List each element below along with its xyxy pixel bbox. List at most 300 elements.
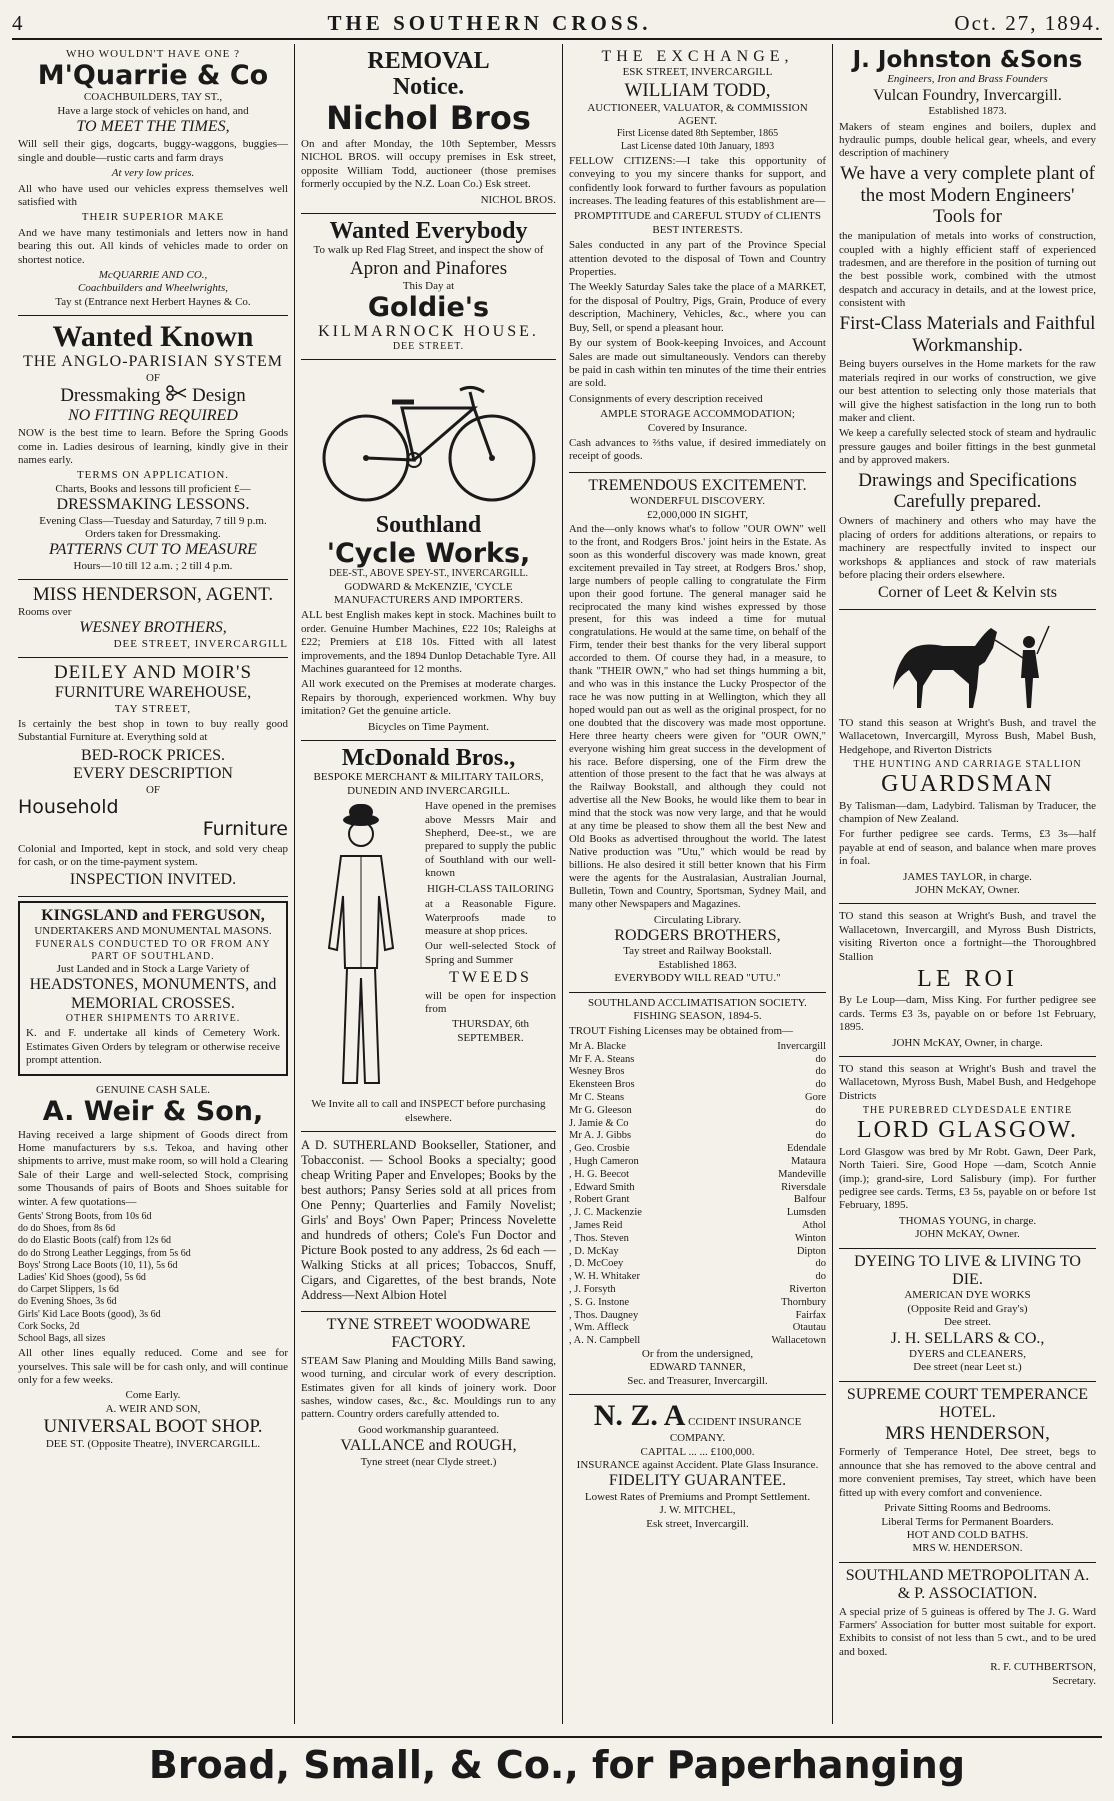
ad-text: Or from the undersigned, xyxy=(641,1347,754,1360)
table-row xyxy=(569,1092,826,1105)
ad-headline: Southland xyxy=(375,512,482,539)
table-row xyxy=(569,1297,826,1310)
agent-name: Ekensteen Bros xyxy=(569,1079,635,1091)
agent-name: Mr A. J. Gibbs xyxy=(569,1130,632,1142)
ad-feature: BED-ROCK PRICES. xyxy=(80,746,226,764)
ad-subhead: Notice. xyxy=(392,74,465,101)
ad-metropolitan-association xyxy=(839,1563,1096,1694)
ad-feature: DRESSMAKING LESSONS. xyxy=(56,496,250,514)
list-item: Cork Socks, 2d xyxy=(18,1320,80,1332)
ad-mquarrie xyxy=(18,44,288,316)
ad-subhead: FURNITURE WAREHOUSE, xyxy=(54,684,252,702)
ad-text: OF xyxy=(145,371,161,384)
ad-headline: LORD GLASGOW. xyxy=(856,1117,1079,1144)
ad-text: TO stand this season at Wright's Bush, and travel the Wallacetown, Invercargill, Myross Bush, Mabel Bush, Hedgehope, and Riverton Districts xyxy=(839,716,1096,756)
ad-text: DYERS and CLEANERS, xyxy=(908,1348,1027,1361)
ad-signature: JAMES TAYLOR, in charge. xyxy=(903,870,1032,883)
ad-headline: REMOVAL xyxy=(367,48,490,74)
agent-location: do xyxy=(815,1053,826,1065)
ad-text: A D. SUTHERLAND Bookseller, Stationer, and Tobacconist. — School Books a specialty; good cheap Writing Paper and Envelopes; Books by the best authors; Pansy Series sold at all prices from One Penny; Quarterlies and Family Novelist; Girls' and Boys' Own Paper; Princess Novelette and hundreds of others; Cole's Fun Doctor and Picture Book posted to any address, 2s 6d each —Walking Sticks at all prices; Tobaccos, Snuff, Cigars, and Cigarettes, of the best brands, Note Address—Next Albion Hotel xyxy=(301,1138,556,1303)
table-row xyxy=(569,1194,826,1207)
ad-text: All work executed on the Premises at moderate charges. Repairs by thorough, experienced workmen. Why buy imitation? Get the genuine article. xyxy=(301,678,556,718)
ad-feature: THEIR SUPERIOR MAKE xyxy=(81,211,225,224)
agent-name: , D. McCoey xyxy=(569,1258,624,1270)
list-item: Girls' Kid Lace Boots (good), 3s 6d xyxy=(18,1308,161,1320)
ad-signature: MRS W. HENDERSON. xyxy=(912,1542,1023,1555)
ad-firm: WESNEY BROTHERS, xyxy=(79,619,227,637)
table-row xyxy=(569,1258,826,1271)
ad-text: Makers of steam engines and boilers, duplex and hydraulic pumps, double helical gear, wheels, and every description of machinery xyxy=(839,120,1096,160)
agent-location: Fairfax xyxy=(795,1309,826,1321)
page-columns xyxy=(12,44,1102,1724)
agent-name: Mr G. Gleeson xyxy=(569,1104,632,1116)
ad-text: Formerly of Temperance Hotel, Dee street, begs to announce that she has removed to the above central and more convenient premises, Tay street, which have been fitted up with every comfort and convenience. xyxy=(839,1446,1096,1499)
horse-and-groom-icon xyxy=(883,618,1053,713)
ad-text: ALL best English makes kept in stock. Machines built to order. Genuine Humber Machines, £22 10s; Raleighs at £22; Premiers at £18 10s. Fitted with all latest improvements, and the 1894 Dunlop Detachable Tyre. All Machines guaranteed for 12 months. xyxy=(301,609,556,676)
ad-text: Rooms over xyxy=(18,606,72,619)
footer-advertisement: Broad, Small, & Co., for Paperhanging xyxy=(12,1736,1102,1788)
list-item: do do Shoes, from 8s 6d xyxy=(18,1223,116,1235)
ad-headline: LE ROI xyxy=(917,966,1018,992)
ad-headline: KINGSLAND and FERGUSON, xyxy=(41,906,265,924)
ad-headline: SOUTHLAND METROPOLITAN A. & P. ASSOCIATION. xyxy=(845,1566,1090,1603)
bicycle-icon xyxy=(314,368,544,508)
ad-text: TO stand this season at Wright's Bush and travel the Wallacetown, Myross Bush, Mabel Bush, and Hedgehope Districts xyxy=(839,1063,1096,1102)
table-row xyxy=(569,1079,826,1092)
agent-location: Mandeville xyxy=(778,1168,826,1180)
ad-subhead: THE ANGLO-PARISIAN SYSTEM xyxy=(23,353,283,371)
ad-signature: R. F. CUTHBERTSON, xyxy=(990,1661,1096,1674)
ad-feature: AMPLE STORAGE ACCOMMODATION; xyxy=(600,408,795,421)
agent-name: , Geo. Crosbie xyxy=(569,1143,630,1155)
ad-wanted-everybody xyxy=(301,214,556,360)
list-item: Gents' Strong Boots, from 10s 6d xyxy=(18,1211,152,1223)
agent-location: Thornbury xyxy=(781,1296,826,1308)
ad-lead: GENUINE CASH SALE. xyxy=(96,1083,210,1096)
ad-firm: MRS HENDERSON, xyxy=(885,1422,1050,1444)
ad-kingsland-ferguson xyxy=(18,901,288,1076)
ad-american-dye-works xyxy=(839,1249,1096,1382)
ad-headline: A. Weir & Son, xyxy=(42,1095,264,1127)
ad-text: Owners of machinery and others who may have the placing of orders for additions alterations, or repairs to machinery are respectfully invited to inspect our workshops & appliances and stock of raw materials before placing their orders elsewhere. xyxy=(839,515,1096,581)
agent-name: , James Reid xyxy=(569,1220,623,1232)
ad-text: NOW is the best time to learn. Before the Spring Goods come in. Ladies desirous of learning, kindly give in their names early. xyxy=(18,427,288,467)
agent-location: do xyxy=(815,1271,826,1283)
ad-text: will be open for inspection from xyxy=(425,989,556,1015)
ad-firm: VALLANCE and ROUGH, xyxy=(340,1437,517,1455)
ad-cycle-works xyxy=(301,360,556,741)
ad-text: at a Reasonable Figure. Waterproofs made to measure at shop prices. xyxy=(425,898,556,937)
ad-feature: PATTERNS CUT TO MEASURE xyxy=(49,541,257,559)
agent-name: , Wm. Affleck xyxy=(569,1322,629,1334)
table-row xyxy=(569,1143,826,1156)
ad-weir-son xyxy=(18,1080,288,1458)
table-row xyxy=(569,1156,826,1169)
ad-firm: A. WEIR AND SON, xyxy=(105,1402,201,1415)
ad-feature: Design xyxy=(191,384,246,406)
ad-subhead: Engineers, Iron and Brass Founders xyxy=(887,73,1048,86)
ad-text: TO stand this season at Wright's Bush, and travel the Wallacetown, Invercargill, and Myross Bush Districts, visiting Riverton once a fortnight—the Thoroughbred Stallion xyxy=(839,910,1096,963)
table-row xyxy=(569,1271,826,1284)
ad-text: At very low prices. xyxy=(111,167,195,180)
ad-deiley-moir xyxy=(18,658,288,897)
ad-text: And we have many testimonials and letters now in hand bearing this out. All kinds of vehicles made to order on shortest notice. xyxy=(18,226,288,266)
ad-feature: HEADSTONES, MONUMENTS, and MEMORIAL CROSSES. xyxy=(29,976,277,1012)
ad-headline: GUARDSMAN xyxy=(881,771,1054,798)
agent-name: , S. G. Instone xyxy=(569,1296,630,1308)
agent-location: Wallacetown xyxy=(771,1335,826,1347)
newspaper-title: THE SOUTHERN CROSS. xyxy=(327,10,652,35)
ad-address: Tay street and Railway Bookstall. xyxy=(623,945,772,958)
ad-text: Charts, Books and lessons till proficient £— xyxy=(55,482,251,495)
ad-subhead: £2,000,000 IN SIGHT, xyxy=(647,508,748,521)
tailored-gentleman-icon xyxy=(301,798,421,1098)
ad-text: This Day at xyxy=(402,279,455,292)
ad-text: SEPTEMBER. xyxy=(457,1031,524,1044)
ad-firm: WILLIAM TODD, xyxy=(624,79,771,101)
ad-text: Our well-selected Stock of Spring and Summer xyxy=(425,940,556,966)
agent-name: Mr C. Steans xyxy=(569,1092,625,1104)
ad-text: K. and F. undertake all kinds of Cemetery Work. Estimates Given Orders by telegram or otherwise receive prompt attention. xyxy=(26,1027,280,1067)
ad-headline: THE EXCHANGE, xyxy=(601,48,794,65)
agent-name: , Thos. Steven xyxy=(569,1232,629,1244)
agent-location: Riversdale xyxy=(781,1181,826,1193)
ad-text: Evening Class—Tuesday and Saturday, 7 till 9 p.m. xyxy=(39,514,267,527)
ad-feature: First-Class Materials and Faithful Workmanship. xyxy=(839,312,1096,356)
ad-subhead: BESPOKE MERCHANT & MILITARY TAILORS, DUNEDIN AND INVERCARGILL. xyxy=(313,771,544,797)
agent-location: do xyxy=(815,1066,826,1078)
ad-feature: UNIVERSAL BOOT SHOP. xyxy=(43,1416,263,1438)
ad-headline: DYEING TO LIVE & LIVING TO DIE. xyxy=(854,1252,1081,1289)
list-item: do Carpet Slippers, 1s 6d xyxy=(18,1284,119,1296)
ad-text: OTHER SHIPMENTS TO ARRIVE. xyxy=(65,1013,241,1025)
ad-text: Will sell their gigs, dogcarts, buggy-waggons, buggies—single and double—rustic carts and farm drays xyxy=(18,138,288,164)
ad-lead: WHO WOULDN'T HAVE ONE ? xyxy=(65,48,241,60)
ad-subhead: COACHBUILDERS, TAY ST., xyxy=(83,91,223,104)
ad-text: TROUT Fishing Licenses may be obtained from— xyxy=(569,1025,794,1038)
agent-location: Athol xyxy=(802,1220,826,1232)
ad-signature: THOMAS YOUNG, in charge. xyxy=(898,1214,1037,1227)
ad-feature: INSPECTION INVITED. xyxy=(69,871,237,889)
ad-text: We keep a carefully selected stock of steam and hydraulic pressure gauges and boiler fittings in the best gunmetal and by approved makers. xyxy=(839,427,1096,467)
ad-text: the manipulation of metals into works of construction, coupled with a highly efficient staff of experienced tradesmen, and are therefore in the position of turning out the best possible work, combined with the utmost despatch and accuracy in details, and at the lowest price, consistent with xyxy=(839,230,1096,310)
agent-location: do xyxy=(815,1258,826,1270)
ad-text: We Invite all to call and INSPECT before purchasing elsewhere. xyxy=(311,1098,546,1124)
ad-address: Dee street. xyxy=(943,1316,992,1329)
ad-headline: TYNE STREET WOODWARE FACTORY. xyxy=(326,1316,531,1352)
ad-text: By Talisman—dam, Ladybird. Talisman by Traducer, the champion of New Zealand. xyxy=(839,799,1096,825)
ad-feature: We have a very complete plant of the most Modern Engineers' Tools for xyxy=(840,162,1095,228)
ad-text: All other lines equally reduced. Come and see for yourselves. This sale will be for cash only, and will continue only for a few weeks. xyxy=(18,1347,288,1386)
ad-feature: NO FITTING REQUIRED xyxy=(68,406,238,424)
ad-feature: EVERY DESCRIPTION xyxy=(73,765,233,783)
agent-location: Winton xyxy=(794,1232,826,1244)
ad-text: Come Early. xyxy=(125,1389,181,1402)
agent-name: , Thos. Daugney xyxy=(569,1309,639,1321)
ad-address: DEE STREET. xyxy=(392,341,465,353)
ad-subhead: KILMARNOCK HOUSE. xyxy=(318,322,539,340)
ad-feature: Nichol Bros xyxy=(326,98,531,137)
ad-text: Cash advances to ⅔ths value, if desired immediately on receipt of goods. xyxy=(569,436,826,463)
ad-text: INSURANCE against Accident. Plate Glass Insurance. xyxy=(576,1459,819,1472)
ad-text: TERMS ON APPLICATION. xyxy=(76,469,230,482)
ad-feature: CAPITAL ... ... £100,000. xyxy=(640,1445,755,1458)
table-row xyxy=(569,1054,826,1067)
ad-wanted-known xyxy=(18,316,288,580)
ad-headline: MISS HENDERSON, xyxy=(32,584,202,606)
ad-feature: Dressmaking xyxy=(60,384,161,406)
ad-subhead: THE HUNTING AND CARRIAGE STALLION xyxy=(853,758,1082,770)
list-item: do do Elastic Boots (calf) from 12s 6d xyxy=(18,1235,172,1247)
ad-subhead: FISHING SEASON, 1894-5. xyxy=(633,1010,762,1023)
ad-headline: SOUTHLAND ACCLIMATISATION SOCIETY. xyxy=(588,996,807,1009)
ad-le-roi xyxy=(839,904,1096,1057)
ad-text: Bicycles on Time Payment. xyxy=(368,720,489,733)
ad-address: DEE-ST., ABOVE SPEY-ST., INVERCARGILL. xyxy=(328,568,529,580)
ad-text: Established 1863. xyxy=(658,958,737,971)
ad-text: To walk up Red Flag Street, and inspect the show of xyxy=(313,244,544,257)
ad-text: Being buyers ourselves in the Home markets for the raw materials reqired in our works of construction, we give our best attention to selecting only those materials that will give the highest satisfaction in the long run to both maker and client. xyxy=(839,358,1096,424)
table-row xyxy=(569,1246,826,1259)
ad-firm: Vulcan Foundry, Invercargill. xyxy=(873,86,1062,104)
ad-feature: PROMPTITUDE and CAREFUL STUDY of CLIENTS BEST INTERESTS. xyxy=(574,210,821,236)
ad-text: Circulating Library. xyxy=(653,913,742,926)
ad-tyne-street xyxy=(301,1312,556,1475)
ad-text: Last License dated 10th January, 1893 xyxy=(620,140,775,152)
ad-text: And the—only knows what's to follow "OUR OWN" well to the front, and Rodgers Bros.' joint heirs in the Estate. As soon as this wonderful discovery was made known, great excitement prevailed in Tay street, at Rodgers Bros.' shop, large numbers of people calling to congratulate the Firm upon their good fortune. The general manager said he reciprocated the many kind wishes expressed by those present, for this was indeed a time for mutual congratulations. He would at the same time, on behalf of the Firm, tender their best thanks for the very liberal support accorded to them. Of course they had, in a measure, to thank "THEIR OWN," who had set things humming a bit, and who was in this instance the Lucky Prospector of the race he was now putting in at Wellington, which they all hoped would pan out as well as the original prospect, for no one doubted that the discovery was made most opportune. Here three hearty cheers were given for "OUR OWN," everyone wishing him great success in the development of his race. Before dispersing, one of the Firm drew the attention of those present to the fact that he was always at the Railway Bookstall, and although they could not advertise all the New Books, he would like them to bear in mind that the stock was now very large, and that he would at any time be pleased to show them all the best New and Old Books as advertised throughout the world. The latest Native production was "Utu," which would be read by billions. He also desired it still better known that his Firm were the agents for the Australasian, Australian Journal, Bulletin, Town and Country, Sportsman, Sydney Mail, and many other Newspapers and Magazines. xyxy=(569,523,826,910)
ad-nz-accident-insurance xyxy=(569,1395,826,1537)
ad-address: Dee street (near Leet st.) xyxy=(913,1361,1022,1374)
ad-signature: JOHN McKAY, Owner. xyxy=(915,883,1020,896)
ad-signature: EDWARD TANNER, xyxy=(649,1361,746,1374)
ad-text: OF xyxy=(145,783,161,796)
ad-text: FELLOW CITIZENS:—I take this opportunity of conveying to you my sincere thanks for support, and confidently look forward to further favours as population increases. The leading features of this establishment are— xyxy=(569,154,826,208)
ad-headline: DEILEY AND MOIR'S xyxy=(53,662,253,684)
ad-text: Good workmanship guaranteed. xyxy=(358,1423,499,1436)
ad-address: Corner of Leet & Kelvin sts xyxy=(877,584,1058,602)
ad-text: THURSDAY, 6th xyxy=(451,1018,530,1031)
ad-address: Tay st (Entrance next Herbert Haynes & Co. xyxy=(55,295,251,308)
ad-feature: Apron and Pinafores xyxy=(349,257,508,279)
agent-location: do xyxy=(815,1104,826,1116)
masthead xyxy=(12,8,1102,40)
ad-text: First License dated 8th September, 1865 xyxy=(616,128,779,140)
ad-text: Orders taken for Dressmaking. xyxy=(85,528,221,541)
ad-subhead: THE PUREBRED CLYDESDALE ENTIRE xyxy=(862,1105,1073,1117)
ad-miss-henderson xyxy=(18,580,288,658)
ad-firm: McQUARRIE AND CO., xyxy=(98,268,208,281)
ad-text: A special prize of 5 guineas is offered by The J. G. Ward Farmers' Association for butter most suitable for export. Exhibits to consist of not less than 5 cwt., and to be ured and boxed. xyxy=(839,1605,1096,1658)
ad-address: DEE ST. (Opposite Theatre), INVERCARGILL. xyxy=(45,1438,261,1451)
table-row xyxy=(569,1335,826,1348)
ad-headline: N. Z. A xyxy=(593,1399,686,1433)
ad-text: Established 1873. xyxy=(928,105,1007,118)
agent-location: Invercargill xyxy=(777,1040,826,1052)
table-row xyxy=(569,1220,826,1233)
ad-feature: HIGH-CLASS TAILORING xyxy=(427,882,554,895)
ad-text: Hours—10 till 12 a.m. ; 2 till 4 p.m. xyxy=(73,559,233,572)
column-2 xyxy=(294,44,562,1724)
ad-firm: J. H. SELLARS & CO., xyxy=(890,1329,1045,1347)
agent-name: , Edward Smith xyxy=(569,1181,635,1193)
table-row xyxy=(569,1118,826,1131)
ad-subhead: WONDERFUL DISCOVERY. xyxy=(629,495,766,508)
agent-location: do xyxy=(815,1079,826,1091)
table-row xyxy=(569,1284,826,1297)
ad-signature: JOHN McKAY, Owner. xyxy=(915,1228,1020,1241)
price-list xyxy=(18,1211,288,1345)
table-row xyxy=(569,1130,826,1143)
agent-location: Edendale xyxy=(786,1143,826,1155)
ad-text: Sec. and Treasurer, Invercargill. xyxy=(627,1374,768,1387)
ad-feature: HOT AND COLD BATHS. xyxy=(906,1528,1029,1541)
license-agent-list xyxy=(569,1041,826,1348)
table-row xyxy=(569,1207,826,1220)
ad-text: For further pedigree see cards. Terms, £3 3s—half payable at end of season, and balance when mare proves in foal. xyxy=(839,828,1096,868)
ad-subhead: AMERICAN DYE WORKS xyxy=(904,1289,1031,1302)
ad-address: ESK STREET, INVERCARGILL xyxy=(622,66,773,79)
column-3 xyxy=(562,44,832,1724)
ad-text: Consignments of every description received xyxy=(569,392,763,405)
ad-text: Is certainly the best shop in town to buy really good Substantial Furniture at. Everything sold at xyxy=(18,717,288,744)
ad-firm: GODWARD & McKENZIE, 'CYCLE MANUFACTURERS AND IMPORTERS. xyxy=(334,580,523,606)
ad-headline: Wanted Known xyxy=(52,320,254,354)
table-row xyxy=(569,1041,826,1054)
agent-location: Balfour xyxy=(793,1194,826,1206)
ad-firm: Coachbuilders and Wheelwrights, xyxy=(77,282,229,295)
ad-subhead: UNDERTAKERS AND MONUMENTAL MASONS. xyxy=(34,925,272,938)
agent-name: , J. Forsyth xyxy=(569,1284,616,1295)
ad-text: All who have used our vehicles express themselves well satisfied with xyxy=(18,182,288,208)
ad-tremendous-excitement xyxy=(569,473,826,993)
agent-name: , H. G. Beecot xyxy=(569,1168,630,1180)
ad-text: Lord Glasgow was bred by Mr Robt. Gawn, Deer Park, North Taieri. Sire, Good Hope —dam, Scotch Annie (imp.); grand-sire, Lord Salisbury (imp). For further pedigree see cards. Terms, £3 5s, payable on or before 1st February, 1895. xyxy=(839,1145,1096,1212)
agent-name: , D. McKay xyxy=(569,1245,619,1257)
ad-acclimatisation-society xyxy=(569,993,826,1396)
agent-name: Wesney Bros xyxy=(569,1066,625,1078)
ad-headline: SUPREME COURT TEMPERANCE HOTEL. xyxy=(846,1385,1089,1422)
agent-name: Mr F. A. Steans xyxy=(569,1053,635,1065)
ad-feature: Drawings and Specifications Carefully prepared. xyxy=(858,469,1077,513)
ad-text: Having received a large shipment of Goods direct from Home manufacturers by s.s. Tekoa, and having other shipments to arrive, must make room, so will hold a Clearing Sale of their Large and well-selected Stock, comprising some Thousands of pairs of Boots and Shoes suitable for winter. A few quotations— xyxy=(18,1128,288,1208)
agent-name: , Hugh Cameron xyxy=(569,1156,639,1168)
ad-headline: J. Johnston &Sons xyxy=(852,47,1083,73)
list-item: do Evening Shoes, 3s 6d xyxy=(18,1296,117,1308)
agent-location: Mataura xyxy=(791,1156,826,1168)
agent-name: , A. N. Campbell xyxy=(569,1335,641,1347)
ad-feature: TWEEDS xyxy=(449,969,532,987)
table-row xyxy=(569,1233,826,1246)
ad-text: Just Landed and in Stock a Large Variety of xyxy=(56,962,250,975)
ad-feature: FIDELITY GUARANTEE. xyxy=(608,1472,787,1490)
ad-lord-glasgow xyxy=(839,1057,1096,1249)
ad-signature: NICHOL BROS. xyxy=(480,193,556,206)
list-item: Ladies' Kid Shoes (good), 5s 6d xyxy=(18,1272,146,1284)
agent-name: , Robert Grant xyxy=(569,1194,630,1206)
ad-headline: M'Quarrie & Co xyxy=(37,60,269,92)
ad-feature: EVERYBODY WILL READ "UTU." xyxy=(614,972,781,985)
ad-text: Have a large stock of vehicles on hand, and xyxy=(57,104,249,117)
ad-text: By Le Loup—dam, Miss King. For further pedigree see cards. Terms £3 3s, payable on or before 1st February, 1895. xyxy=(839,994,1096,1034)
ad-sutherland xyxy=(301,1132,556,1312)
table-row xyxy=(569,1310,826,1323)
ad-text: STEAM Saw Planing and Moulding Mills Band sawing, wood turning, and circular work of every description. Estimates given for all kinds of joinery work. Door sashes, window cases, &c., &c. Mouldings run to any pattern. Country orders carefully attended to. xyxy=(301,1354,556,1421)
ad-the-exchange xyxy=(569,44,826,473)
column-1 xyxy=(12,44,294,1724)
ad-feature: TO MEET THE TIMES, xyxy=(76,117,230,135)
ad-feature: Household xyxy=(18,795,119,818)
ad-temperance-hotel xyxy=(839,1382,1096,1563)
agent-location: Otautau xyxy=(792,1322,826,1334)
agent-name: , W. H. Whitaker xyxy=(569,1271,640,1283)
ad-guardsman xyxy=(839,610,1096,905)
list-item: do do Strong Leather Leggings, from 5s 6d xyxy=(18,1247,191,1259)
ad-address: Tyne street (near Clyde street.) xyxy=(360,1455,497,1468)
ad-firm: Goldie's xyxy=(367,292,490,324)
ad-text: Colonial and Imported, kept in stock, and sold very cheap for cash, or on the time-payment system. xyxy=(18,842,288,869)
agent-location: do xyxy=(815,1117,826,1129)
ad-headline: Wanted Everybody xyxy=(329,218,528,244)
agent-location: Riverton xyxy=(789,1284,826,1295)
ad-text: By our system of Book-keeping Invoices, and Account Sales are made out simultaneously. Vendors can thereby be paid in cash within ten minutes of the time their entries are sold. xyxy=(569,337,826,390)
ad-feature: Furniture xyxy=(202,817,288,840)
ad-address: TAY STREET, xyxy=(114,702,192,715)
page-number: 4 xyxy=(12,10,25,35)
ad-signature: JOHN McKAY, Owner, in charge. xyxy=(892,1036,1043,1049)
ad-text: (Opposite Reid and Gray's) xyxy=(907,1302,1028,1315)
agent-name: , J. C. Mackenzie xyxy=(569,1207,642,1219)
ad-subhead: CCIDENT INSURANCE COMPANY. xyxy=(669,1416,802,1445)
issue-date: Oct. 27, 1894. xyxy=(954,10,1102,35)
ad-johnston-sons xyxy=(839,44,1096,610)
table-row xyxy=(569,1066,826,1079)
ad-subhead: AGENT. xyxy=(205,584,274,606)
table-row xyxy=(569,1105,826,1118)
agent-location: Lumsden xyxy=(786,1207,826,1219)
ad-headline: McDonald Bros., xyxy=(341,745,516,772)
table-row xyxy=(569,1322,826,1335)
ad-text: Private Sitting Rooms and Bedrooms. xyxy=(884,1502,1051,1515)
ad-removal-notice xyxy=(301,44,556,214)
ad-text: Secretary. xyxy=(1052,1674,1096,1687)
ad-text: Covered by Insurance. xyxy=(647,421,748,434)
scissors-icon xyxy=(165,385,187,401)
ad-subhead: AUCTIONEER, VALUATOR, & COMMISSION AGENT. xyxy=(587,101,808,128)
agent-location: Gore xyxy=(805,1092,826,1104)
column-4 xyxy=(832,44,1102,1724)
table-row xyxy=(569,1169,826,1182)
ad-text: FUNERALS CONDUCTED TO OR FROM ANY PART OF SOUTHLAND. xyxy=(35,938,271,962)
agent-location: do xyxy=(815,1130,826,1142)
list-item: School Bags, all sizes xyxy=(18,1332,106,1344)
ad-headline: 'Cycle Works, xyxy=(326,537,531,569)
list-item: Boys' Strong Lace Boots (10, 11), 5s 6d xyxy=(18,1259,178,1271)
ad-text: The Weekly Saturday Sales take the place of a MARKET, for the disposal of Poultry, Pigs, Grain, Produce of every description, Machinery, Vehicles, &c., where you can Buy, Sell, or spend a pleasant hour. xyxy=(569,281,826,334)
ad-signature: J. W. MITCHEL, xyxy=(659,1504,736,1517)
ad-firm: RODGERS BROTHERS, xyxy=(614,927,781,945)
ad-address: DEE STREET, INVERCARGILL xyxy=(113,637,288,650)
ad-address: Esk street, Invercargill. xyxy=(646,1517,749,1530)
ad-text: Sales conducted in any part of the Province Special attention devoted to the disposal of Town and Country Properties. xyxy=(569,239,826,279)
table-row xyxy=(569,1182,826,1195)
ad-text: Lowest Rates of Premiums and Prompt Settlement. xyxy=(584,1490,811,1503)
agent-name: J. Jamie & Co xyxy=(569,1117,629,1129)
agent-name: Mr A. Blacke xyxy=(569,1040,626,1052)
agent-location: Dipton xyxy=(796,1245,826,1257)
ad-text: Liberal Terms for Permanent Boarders. xyxy=(881,1515,1054,1528)
ad-text: Have opened in the premises above Messrs Mair and Shepherd, Dee-st., we are prepared to supply the public of Southland with our well-known xyxy=(425,800,556,880)
ad-headline: TREMENDOUS EXCITEMENT. xyxy=(588,476,807,494)
